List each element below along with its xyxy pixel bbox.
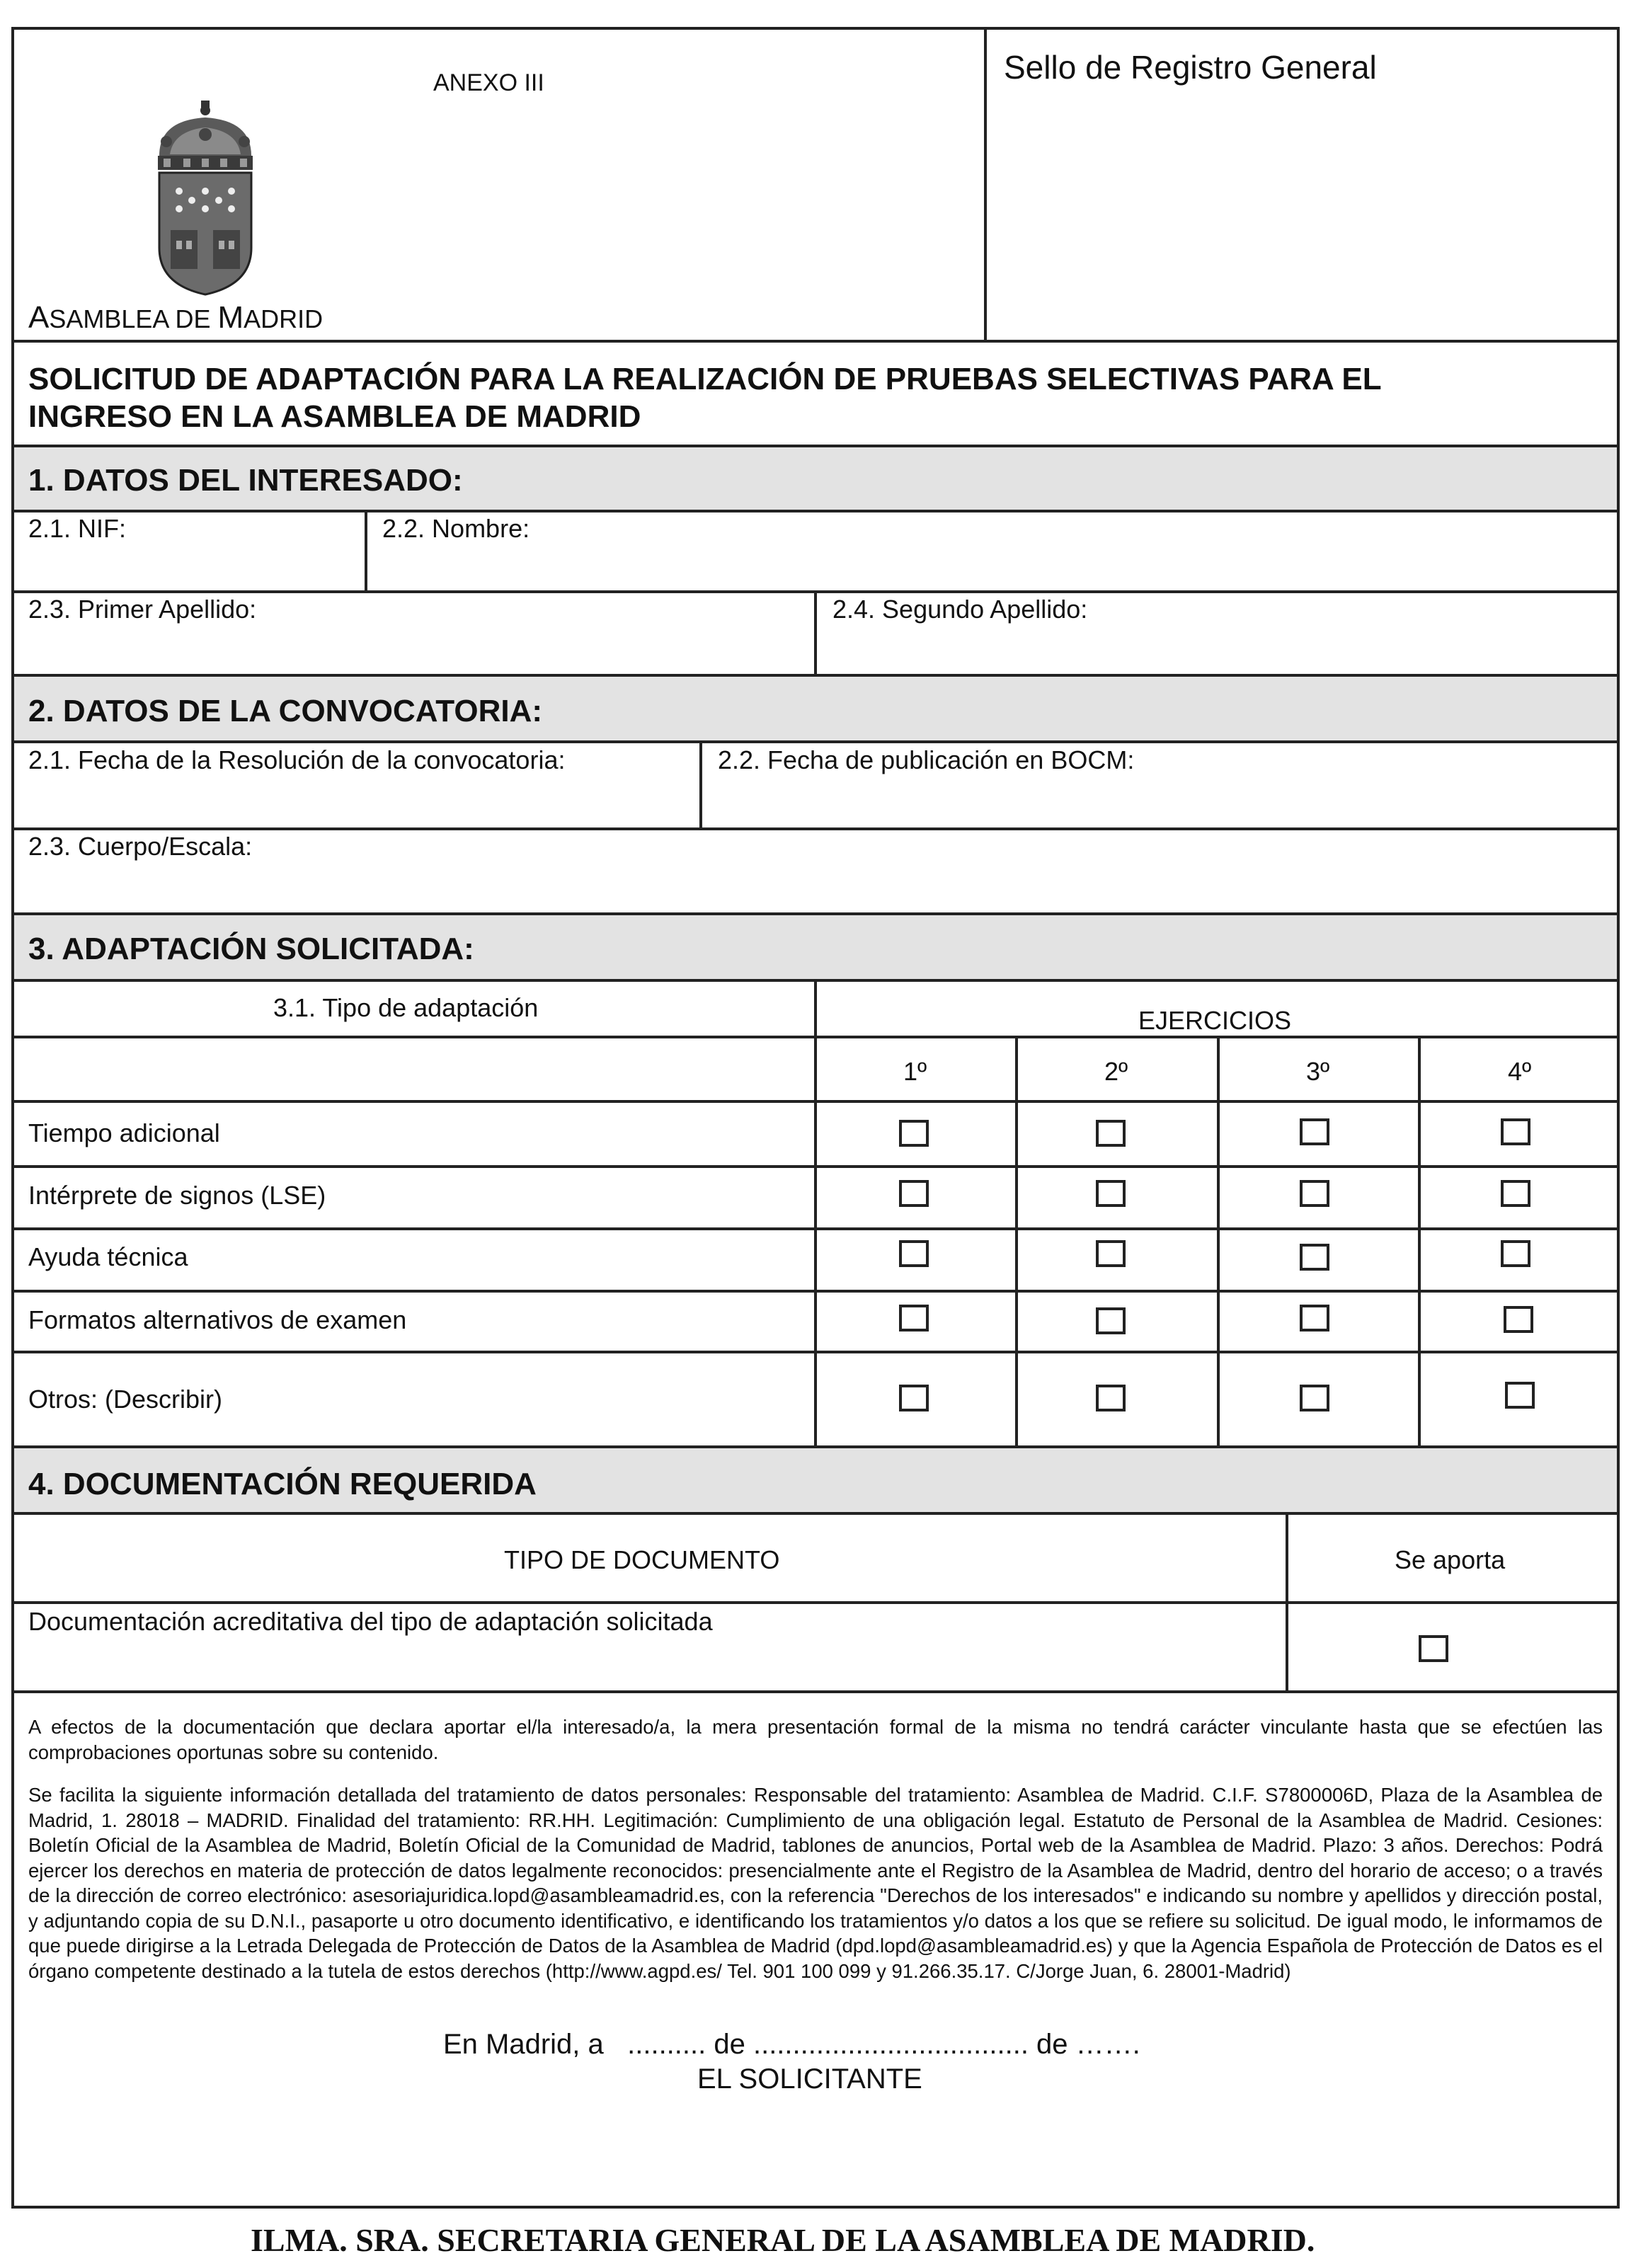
checkbox-formatos-ej2[interactable] — [1096, 1307, 1126, 1334]
signer-label: EL SOLICITANTE — [697, 2063, 922, 2095]
annex-label: ANEXO III — [433, 69, 544, 96]
note-paragraph-1: A efectos de la documentación que declara aportar el/la interesado/a, la mera presentación formal de la misma no tendrá carácter vinculante hasta que se efectúen las comprobaciones oportunas sobre su contenido. — [28, 1716, 1603, 1763]
section1-title: 1. DATOS DEL INTERESADO: — [28, 463, 463, 498]
registry-stamp-label: Sello de Registro General — [1004, 49, 1377, 86]
checkbox-formatos-ej1[interactable] — [899, 1305, 929, 1331]
primer-apellido-field[interactable]: 2.3. Primer Apellido: — [28, 595, 257, 624]
segundo-apellido-field[interactable]: 2.4. Segundo Apellido: — [832, 595, 1088, 624]
checkbox-formatos-ej3[interactable] — [1300, 1305, 1329, 1331]
section2-title: 2. DATOS DE LA CONVOCATORIA: — [28, 694, 543, 728]
fecha-publicacion-field[interactable]: 2.2. Fecha de publicación en BOCM: — [718, 745, 1135, 774]
exercise-header-4: 4º — [1508, 1057, 1532, 1086]
checkbox-ayuda-ej4[interactable] — [1501, 1240, 1530, 1267]
nif-field[interactable]: 2.1. NIF: — [28, 514, 127, 543]
doc-row-label: Documentación acreditativa del tipo de adaptación solicitada — [28, 1607, 713, 1636]
checkbox-otros-ej1[interactable] — [899, 1385, 929, 1411]
checkbox-tiempo-ej3[interactable] — [1300, 1118, 1329, 1145]
note-paragraph-2: Se facilita la siguiente información detallada del tratamiento de datos personales: Responsable del tratamiento: Asamblea de Madrid. C.I.F. S7800006D, Plaza de la Asamblea de Madrid, 1. 28018 – MADRID. Finalidad del tratamiento: RR.HH. Legitimación: Cumplimiento de una obligación legal. Estatuto de Personal de la Asamblea de Madrid. Cesiones: Boletín Oficial de la Asamblea de Madrid, Boletín Oficial de la Comunidad de Madrid, tablones de anuncios, Portal web de la Asamblea de Madrid. Plazo: 3 años. Derechos: Podrá ejercer los derechos en materia de protección de datos legalmente reconocidos: presencialmente ante el Registro de la Asamblea de Madrid, dentro del horario de acceso; o a través de la dirección de correo electrónico: asesoriajuridica.lopd@asambleamadrid.es, con la referencia "Derechos de los interesados" e indicando su nombre y apellidos y dirección postal, y adjuntando copia de su D.N.I., pasaporte u otro documento identificativo, e identificando los tratamientos y/o datos a los que se refiere su solicitud. De igual modo, le informamos de que puede dirigirse a la Letrada Delegada de Protección de Datos de la Asamblea de Madrid (dpd.lopd@asambleamadrid.es) y que la Agencia Española de Protección de Datos es el órgano competente destinado a la tutela de estos derechos (http://www.agpd.es/ Tel. 901 100 099 y 91.266.35.17. C/Jorge Juan, 6. 28001-Madrid) — [28, 1784, 1603, 1982]
cuerpo-escala-field[interactable]: 2.3. Cuerpo/Escala: — [28, 832, 253, 861]
checkbox-otros-ej3[interactable] — [1300, 1385, 1329, 1411]
checkbox-otros-ej4[interactable] — [1505, 1382, 1535, 1409]
row-formatos-alternativos: Formatos alternativos de examen — [28, 1305, 407, 1334]
exercise-header-2: 2º — [1104, 1057, 1128, 1086]
form-title-line2: INGRESO EN LA ASAMBLEA DE MADRID — [28, 399, 641, 434]
ejercicios-header: EJERCICIOS — [1138, 1006, 1292, 1035]
checkbox-interprete-ej3[interactable] — [1300, 1180, 1329, 1207]
organization-name: ASAMBLEA DE MADRID — [28, 300, 324, 335]
nombre-field[interactable]: 2.2. Nombre: — [382, 514, 530, 543]
checkbox-interprete-ej2[interactable] — [1096, 1180, 1126, 1207]
checkbox-interprete-ej1[interactable] — [899, 1180, 929, 1207]
exercise-header-1: 1º — [903, 1057, 927, 1086]
row-ayuda-tecnica: Ayuda técnica — [28, 1242, 188, 1271]
row-tiempo-adicional: Tiempo adicional — [28, 1118, 220, 1147]
footer-addressee: ILMA. SRA. SECRETARIA GENERAL DE LA ASAMBLEA DE MADRID. — [251, 2222, 1315, 2258]
place-date-line[interactable]: En Madrid, a .......... de ................................... de ……. — [443, 2029, 1140, 2060]
tipo-adaptacion-header: 3.1. Tipo de adaptación — [273, 993, 539, 1022]
checkbox-otros-ej2[interactable] — [1096, 1385, 1126, 1411]
checkbox-tiempo-ej4[interactable] — [1501, 1118, 1530, 1145]
checkbox-ayuda-ej3[interactable] — [1300, 1244, 1329, 1271]
section4-title: 4. DOCUMENTACIÓN REQUERIDA — [28, 1467, 537, 1501]
checkbox-tiempo-ej1[interactable] — [899, 1120, 929, 1147]
checkbox-ayuda-ej2[interactable] — [1096, 1240, 1126, 1267]
form-title-line1: SOLICITUD DE ADAPTACIÓN PARA LA REALIZACIÓN DE PRUEBAS SELECTIVAS PARA EL — [28, 362, 1382, 396]
row-interprete-signos: Intérprete de signos (LSE) — [28, 1181, 326, 1210]
fecha-resolucion-field[interactable]: 2.1. Fecha de la Resolución de la convocatoria: — [28, 745, 566, 774]
exercise-header-3: 3º — [1306, 1057, 1330, 1086]
checkbox-formatos-ej4[interactable] — [1504, 1306, 1533, 1333]
checkbox-doc-aporta[interactable] — [1419, 1635, 1448, 1662]
checkbox-tiempo-ej2[interactable] — [1096, 1120, 1126, 1147]
tipo-documento-header: TIPO DE DOCUMENTO — [504, 1545, 780, 1574]
coat-of-arms-logo — [145, 99, 265, 297]
checkbox-ayuda-ej1[interactable] — [899, 1240, 929, 1267]
se-aporta-header: Se aporta — [1395, 1545, 1506, 1574]
section3-title: 3. ADAPTACIÓN SOLICITADA: — [28, 932, 474, 966]
row-otros: Otros: (Describir) — [28, 1385, 223, 1414]
checkbox-interprete-ej4[interactable] — [1501, 1180, 1530, 1207]
